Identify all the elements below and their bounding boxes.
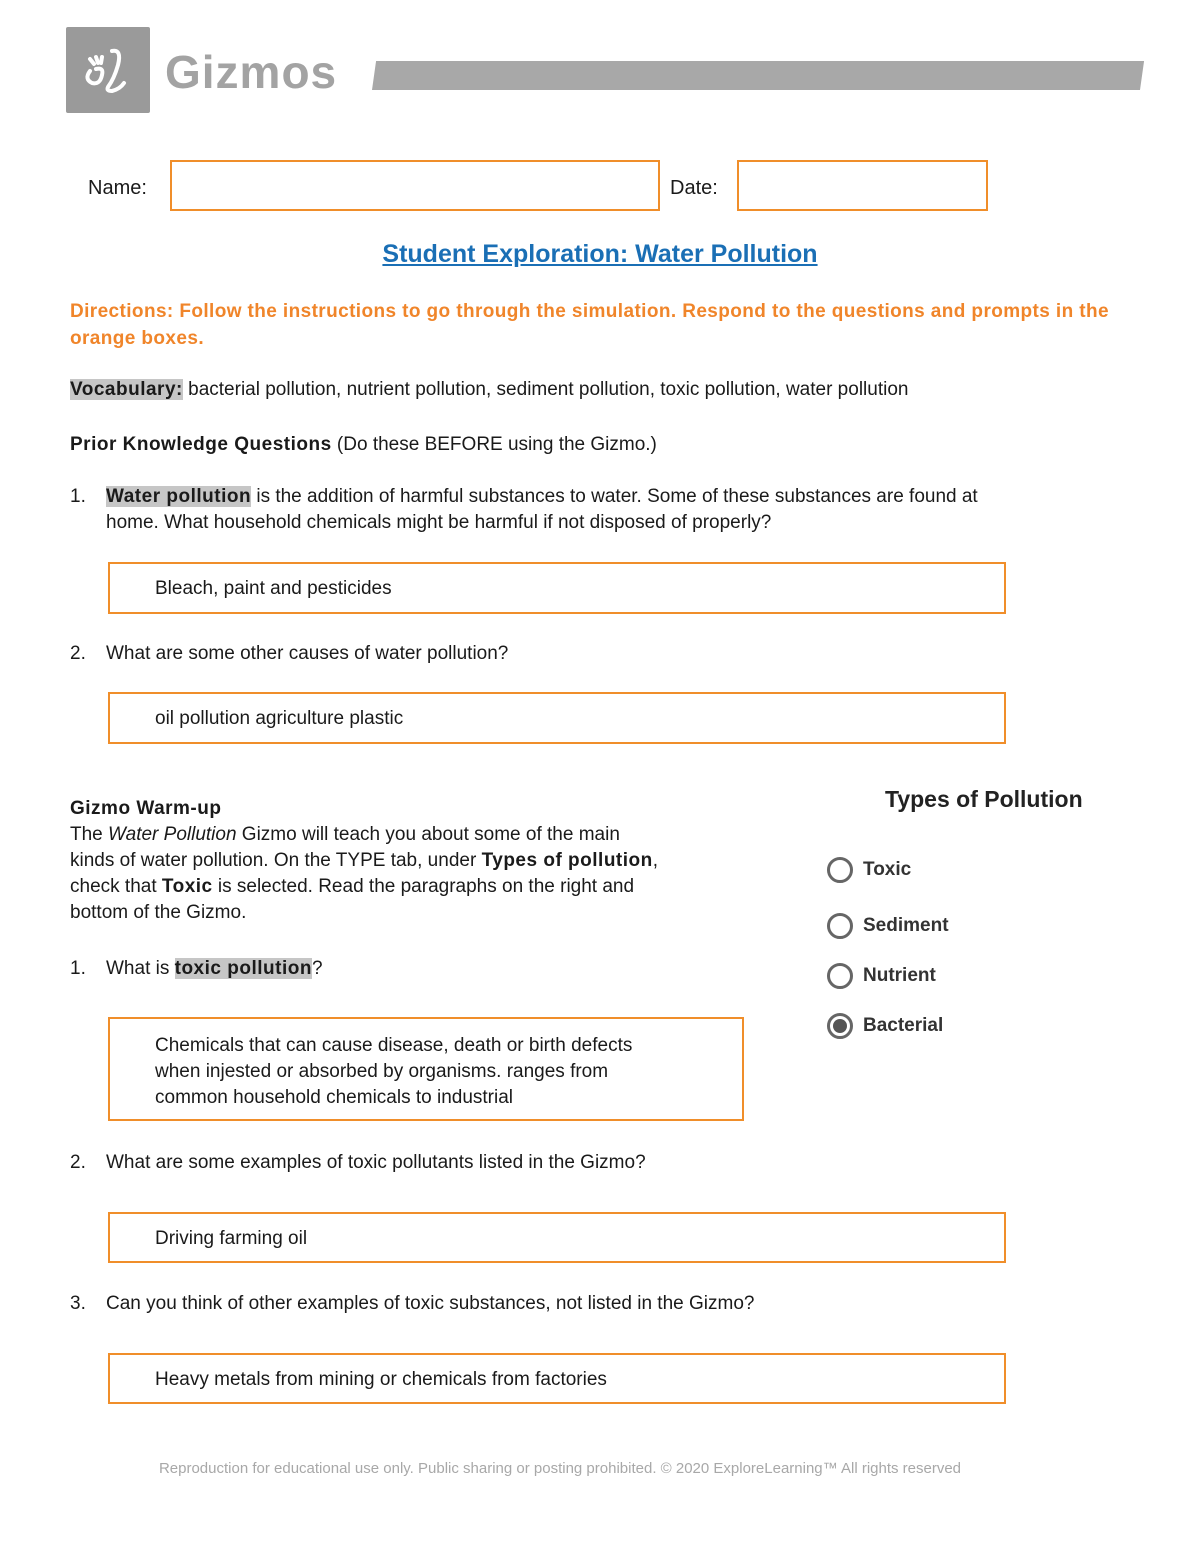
- radio-button[interactable]: [827, 857, 853, 883]
- answer-text: oil pollution agriculture plastic: [155, 708, 404, 729]
- question-number: 1.: [70, 958, 86, 979]
- answer-box-prior-2[interactable]: [108, 692, 1006, 744]
- prior-question-2: [70, 641, 508, 667]
- radio-label: Toxic: [863, 859, 912, 880]
- question-text: What is: [106, 958, 175, 979]
- question-text: ?: [311, 958, 323, 979]
- warmup-question-1: [70, 956, 323, 982]
- question-number: 1.: [70, 486, 86, 507]
- answer-line: Chemicals that can cause disease, death or birth defects: [155, 1035, 633, 1056]
- footer: Reproduction for educational use only. Public sharing or posting prohibited. © 2020 ExploreLearning™ All rights reserved: [158, 1460, 962, 1477]
- name-label: Name:: [88, 177, 147, 199]
- pollution-panel-title: Types of Pollution: [885, 786, 1083, 812]
- warmup-text: ,: [652, 850, 659, 871]
- warmup-heading: Gizmo Warm-up: [70, 798, 222, 819]
- vocabulary: [70, 377, 1130, 403]
- answer-box-warmup-3[interactable]: [108, 1353, 1006, 1404]
- radio-button[interactable]: [827, 1013, 853, 1039]
- gizmo-name: Water Pollution: [108, 824, 237, 845]
- radio-label: Sediment: [863, 915, 949, 936]
- toxic-term: Toxic: [161, 876, 213, 897]
- answer-text: Driving farming oil: [155, 1228, 308, 1249]
- date-field[interactable]: [737, 160, 988, 211]
- prior-heading: Prior Knowledge Questions: [70, 434, 332, 455]
- radio-option-sediment[interactable]: [827, 909, 949, 943]
- answer-box-warmup-2[interactable]: [108, 1212, 1006, 1263]
- radio-option-toxic[interactable]: [827, 853, 911, 887]
- answer-box-prior-1[interactable]: [108, 562, 1006, 614]
- warmup-text: kinds of water pollution. On the TYPE tab, under: [70, 850, 482, 871]
- warmup-section: [70, 796, 770, 926]
- el-logo-icon: [66, 27, 150, 113]
- question-number: 2.: [70, 1152, 86, 1173]
- answer-text: Heavy metals from mining or chemicals from factories: [155, 1369, 607, 1390]
- answer-line: common household chemicals to industrial: [155, 1087, 514, 1108]
- warmup-question-3: [70, 1291, 754, 1317]
- warmup-text: is selected. Read the paragraphs on the right and: [212, 876, 635, 897]
- question-text-line2: home. What household chemicals might be harmful if not disposed of properly?: [106, 512, 772, 533]
- term-toxic-pollution: toxic pollution: [174, 958, 312, 979]
- question-text: is the addition of harmful substances to water. Some of these substances are found at: [251, 486, 978, 507]
- warmup-text: bottom of the Gizmo.: [70, 902, 247, 923]
- term-water-pollution: Water pollution: [106, 486, 252, 507]
- date-label: Date:: [670, 177, 718, 199]
- radio-label: Bacterial: [863, 1015, 944, 1036]
- warmup-text: The: [70, 824, 109, 845]
- radio-option-nutrient[interactable]: [827, 959, 936, 993]
- question-number: 2.: [70, 643, 86, 664]
- answer-text: Bleach, paint and pesticides: [155, 578, 392, 599]
- answer-box-warmup-1[interactable]: [108, 1017, 744, 1121]
- warmup-text: Gizmo will teach you about some of the main: [236, 824, 620, 845]
- radio-button[interactable]: [827, 963, 853, 989]
- vocabulary-label: Vocabulary:: [70, 379, 183, 400]
- vocabulary-text: bacterial pollution, nutrient pollution, sediment pollution, toxic pollution, water pollution: [182, 379, 909, 400]
- question-text: Can you think of other examples of toxic substances, not listed in the Gizmo?: [106, 1293, 755, 1314]
- prior-note: (Do these BEFORE using the Gizmo.): [331, 434, 657, 455]
- warmup-text: check that: [70, 876, 162, 897]
- prior-knowledge-heading: [70, 432, 657, 458]
- directions: Directions: Follow the instructions to go through the simulation. Respond to the questions and prompts in the orange boxes.: [70, 301, 1109, 349]
- prior-question-1: [70, 484, 1130, 536]
- name-field[interactable]: [170, 160, 660, 211]
- question-text: What are some examples of toxic pollutants listed in the Gizmo?: [106, 1152, 646, 1173]
- radio-label: Nutrient: [863, 965, 936, 986]
- answer-line: when injested or absorbed by organisms. ranges from: [155, 1061, 609, 1082]
- warmup-question-2: [70, 1150, 646, 1176]
- radio-option-bacterial[interactable]: [827, 1009, 943, 1043]
- radio-button[interactable]: [827, 913, 853, 939]
- brand-wordmark: Gizmos: [165, 46, 338, 98]
- question-number: 3.: [70, 1293, 86, 1314]
- header-bar: [372, 61, 1144, 90]
- types-of-pollution-term: Types of pollution: [481, 850, 653, 871]
- logo: [66, 27, 150, 113]
- page-title: Student Exploration: Water Pollution: [382, 240, 818, 268]
- question-text: What are some other causes of water pollution?: [106, 643, 509, 664]
